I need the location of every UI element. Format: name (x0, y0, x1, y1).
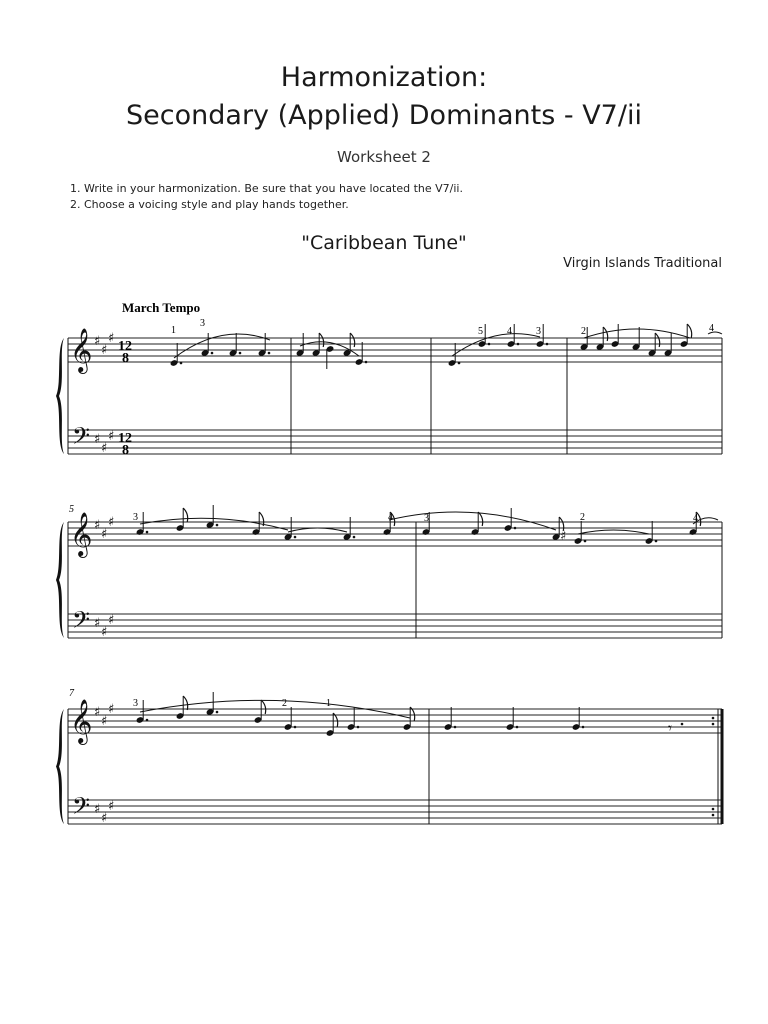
sharp-icon: ♯ (94, 616, 101, 631)
augmentation-dot (681, 723, 684, 726)
time-signature-denominator: 8 (122, 443, 129, 458)
augmentation-dot (582, 726, 585, 729)
slur (389, 512, 556, 530)
sharp-icon: ♯ (560, 529, 567, 544)
augmentation-dot (514, 527, 517, 530)
sharp-icon: ♯ (101, 811, 108, 826)
fingering-number: 3 (536, 326, 541, 337)
sharp-icon: ♯ (101, 625, 108, 640)
time-signature-numerator: 12 (118, 339, 132, 354)
sharp-icon: ♯ (101, 527, 108, 542)
slur (288, 528, 347, 532)
augmentation-dot (353, 536, 356, 539)
sharp-icon: ♯ (108, 702, 115, 717)
fingering-number: 4 (507, 326, 512, 337)
sharp-icon: ♯ (108, 331, 115, 346)
sharp-icon: ♯ (108, 799, 115, 814)
time-signature-numerator: 12 (118, 431, 132, 446)
sharp-icon: ♯ (108, 613, 115, 628)
fingering-number: 1 (171, 325, 176, 336)
brace-icon (56, 522, 64, 638)
note-flag (655, 333, 660, 347)
note-flag (183, 508, 188, 522)
sharp-icon: ♯ (94, 518, 101, 533)
sharp-icon: ♯ (101, 714, 108, 729)
augmentation-dot (357, 726, 360, 729)
fingering-number: 3 (424, 513, 429, 524)
sharp-icon: ♯ (101, 343, 108, 358)
measure-number-7: 7 (69, 688, 74, 699)
augmentation-dot (458, 362, 461, 365)
augmentation-dot (546, 343, 549, 346)
augmentation-dot (268, 352, 271, 355)
eighth-rest-icon: 𝄾 (668, 719, 672, 737)
fingering-number: 3 (200, 318, 205, 329)
augmentation-dot (516, 726, 519, 729)
sharp-icon: ♯ (101, 441, 108, 456)
fingering-number: 3 (133, 512, 138, 523)
instruction-2: 2. Choose a voicing style and play hands together. (70, 198, 349, 211)
worksheet-title-line1: Harmonization: (280, 62, 488, 93)
augmentation-dot (294, 726, 297, 729)
time-signature-denominator: 8 (122, 351, 129, 366)
augmentation-dot (211, 352, 214, 355)
instruction-1: 1. Write in your harmonization. Be sure that you have located the V7/ii. (70, 182, 463, 195)
augmentation-dot (584, 540, 587, 543)
treble-clef-icon: 𝄞 (70, 699, 93, 743)
augmentation-dot (365, 361, 368, 364)
bass-clef-icon: 𝄢 (72, 792, 91, 825)
augmentation-dot (712, 814, 715, 817)
augmentation-dot (517, 343, 520, 346)
augmentation-dot (146, 531, 149, 534)
augmentation-dot (146, 719, 149, 722)
fingering-number: 1 (326, 698, 331, 709)
augmentation-dot (294, 536, 297, 539)
augmentation-dot (216, 524, 219, 527)
composer-credit: Virgin Islands Traditional (563, 256, 722, 271)
note-flag (603, 327, 608, 341)
augmentation-dot (180, 362, 183, 365)
augmentation-dot (239, 352, 242, 355)
note-flag (261, 700, 266, 714)
fingering-number: 5 (478, 326, 483, 337)
tempo-marking: March Tempo (122, 300, 201, 315)
worksheet-subtitle: Worksheet 2 (337, 148, 431, 166)
note-flag (478, 512, 483, 526)
sharp-icon: ♯ (94, 334, 101, 349)
note-flag (319, 333, 324, 347)
treble-clef-icon: 𝄞 (70, 512, 93, 556)
bass-clef-icon: 𝄢 (72, 422, 91, 455)
note-flag (183, 696, 188, 710)
brace-icon (56, 709, 64, 824)
fingering-number: 4 (693, 513, 698, 524)
augmentation-dot (655, 540, 658, 543)
sharp-icon: ♯ (108, 515, 115, 530)
brace-icon (56, 338, 64, 454)
sharp-icon: ♯ (94, 705, 101, 720)
augmentation-dot (712, 808, 715, 811)
slur (452, 334, 540, 356)
augmentation-dot (216, 711, 219, 714)
treble-clef-icon: 𝄞 (70, 328, 93, 372)
worksheet-title-line2: Secondary (Applied) Dominants - V7/ii (126, 100, 642, 131)
fingering-number: 2 (581, 326, 586, 337)
augmentation-dot (488, 343, 491, 346)
slur (584, 329, 690, 338)
slur (578, 530, 649, 534)
bass-clef-icon: 𝄢 (72, 606, 91, 639)
note-flag (350, 333, 355, 347)
augmentation-dot (712, 717, 715, 720)
augmentation-dot (454, 726, 457, 729)
augmentation-dot (712, 723, 715, 726)
sharp-icon: ♯ (94, 802, 101, 817)
fingering-number: 4 (388, 512, 393, 523)
sharp-icon: ♯ (108, 429, 115, 444)
song-title: "Caribbean Tune" (301, 232, 467, 254)
fingering-number: 2 (580, 512, 585, 523)
fingering-number: 4 (709, 323, 714, 334)
note-flag (687, 324, 692, 338)
measure-number-5: 5 (69, 504, 74, 515)
fingering-number: 2 (282, 698, 287, 709)
sharp-icon: ♯ (94, 432, 101, 447)
fingering-number: 3 (133, 698, 138, 709)
